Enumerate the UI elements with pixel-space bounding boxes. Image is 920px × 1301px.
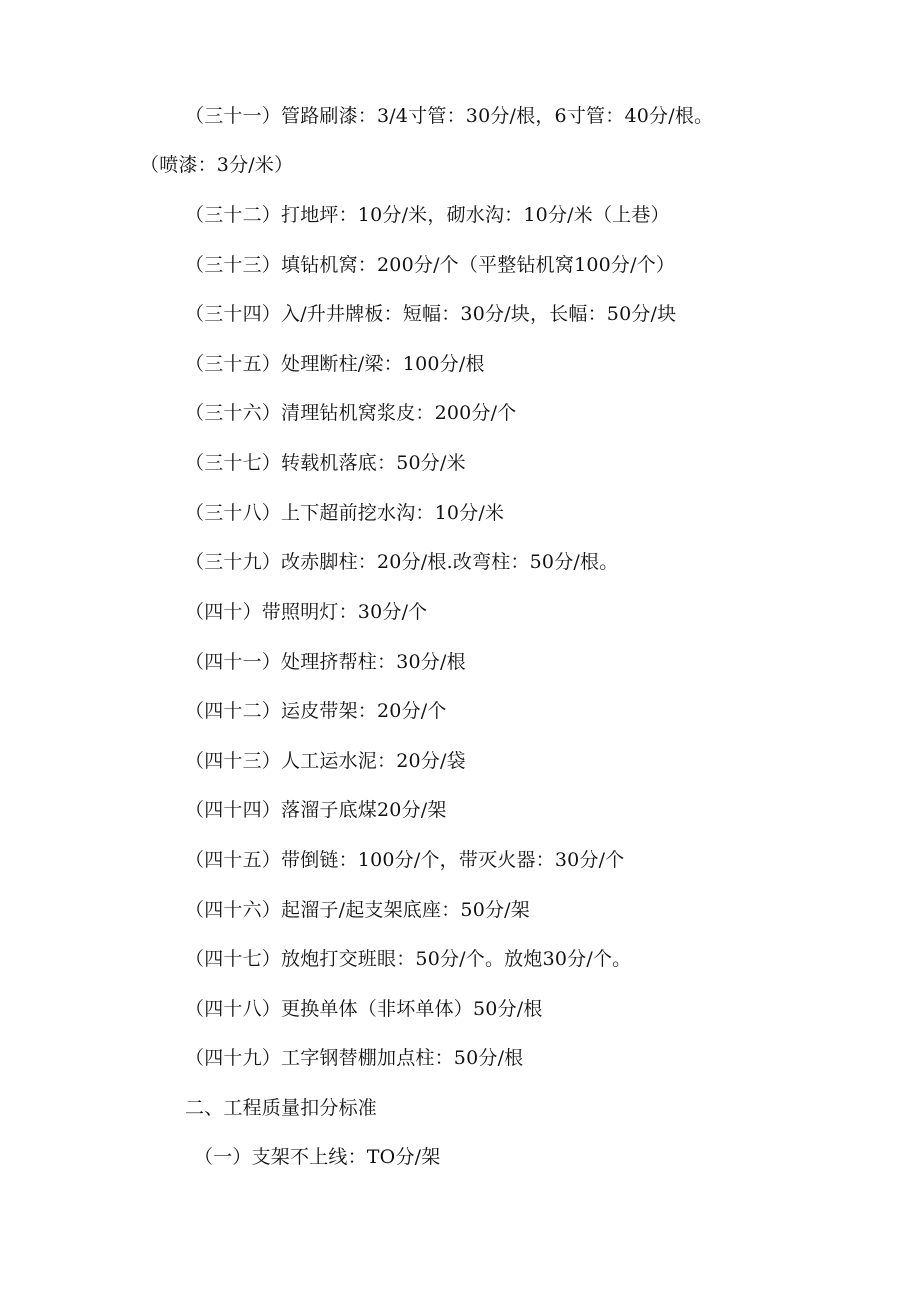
item-44-chute-coal: （四十四）落溜子底煤20分/架 — [185, 799, 447, 821]
item-45-chain-hoist: （四十五）带倒链：100分/个，带灭火器：30分/个 — [185, 849, 625, 871]
item-46-chute-support-base: （四十六）起溜子/起支架底座：50分/架 — [185, 899, 530, 921]
item-40-lighting: （四十）带照明灯：30分/个 — [185, 601, 428, 623]
item-36-drill-nest-cleanup: （三十六）清理钻机窝浆皮：200分/个 — [185, 402, 517, 424]
item-31-pipe-painting: （三十一）管路刷漆：3/4寸管：30分/根，6寸管：40分/根。 — [185, 105, 714, 127]
item-35-broken-column: （三十五）处理断柱/梁：100分/根 — [185, 353, 485, 375]
section-2-heading: 二、工程质量扣分标准 — [185, 1097, 378, 1119]
item-39-column-modify: （三十九）改赤脚柱：20分/根.改弯柱：50分/根。 — [185, 551, 619, 573]
item-37-loader-floor: （三十七）转载机落底：50分/米 — [185, 452, 466, 474]
item-47-blasting: （四十七）放炮打交班眼：50分/个。放炮30分/个。 — [185, 948, 632, 970]
item-48-replace-prop: （四十八）更换单体（非坏单体）50分/根 — [185, 998, 543, 1020]
item-32-floor-ditch: （三十二）打地坪：10分/米，砌水沟：10分/米（上巷） — [185, 204, 670, 226]
section-2-item-1: （一）支架不上线：TO分/架 — [194, 1146, 441, 1168]
item-49-i-beam-column: （四十九）工字钢替棚加点柱：50分/根 — [185, 1047, 524, 1069]
item-34-shaft-signboard: （三十四）入/升井牌板：短幅：30分/块，长幅：50分/块 — [185, 303, 677, 325]
item-41-squeezed-column: （四十一）处理挤帮柱：30分/根 — [185, 651, 466, 673]
item-31-spray-paint-note: （喷漆：3分/米） — [140, 154, 294, 176]
item-42-belt-frame: （四十二）运皮带架：20分/个 — [185, 700, 447, 722]
item-33-drill-nest-fill: （三十三）填钻机窝：200分/个（平整钻机窝100分/个） — [185, 254, 676, 276]
item-43-cement-transport: （四十三）人工运水泥：20分/袋 — [185, 750, 466, 772]
item-38-advance-ditch: （三十八）上下超前挖水沟：10分/米 — [185, 502, 505, 524]
